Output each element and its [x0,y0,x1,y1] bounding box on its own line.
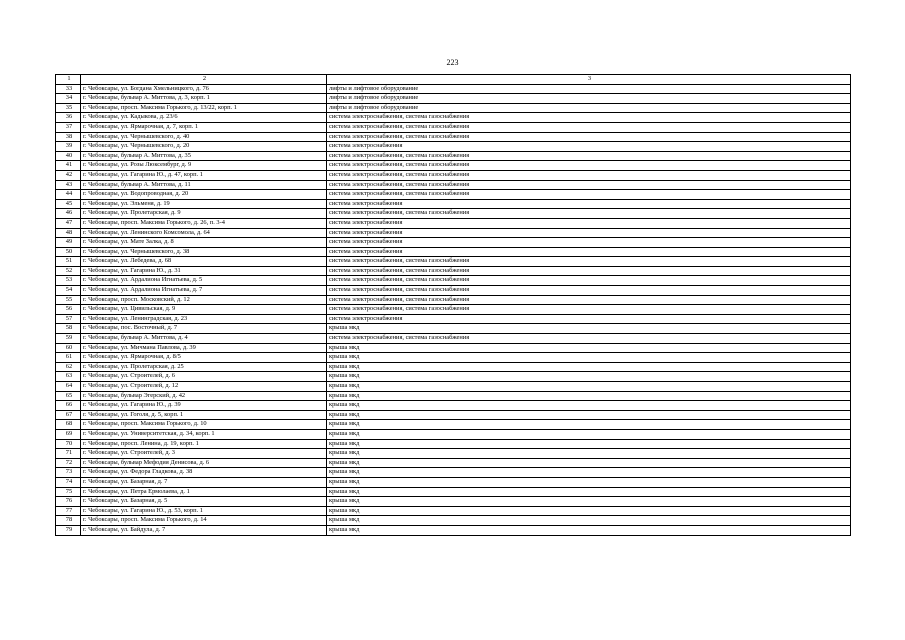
cell-number: 33 [56,84,81,94]
cell-address: г. Чебоксары, бульвар Мефодия Денисова, д. 6 [81,458,327,468]
cell-number: 50 [56,247,81,257]
cell-address: г. Чебоксары, ул. Розы Люксембург, д. 9 [81,161,327,171]
cell-work-type: крыша мкд [327,468,851,478]
cell-work-type: крыша мкд [327,362,851,372]
cell-address: г. Чебоксары, ул. Ярмарочная, д. 8/5 [81,353,327,363]
cell-address: г. Чебоксары, ул. Чернышевского, д. 20 [81,142,327,152]
cell-address: г. Чебоксары, ул. Строителей, д. 3 [81,449,327,459]
cell-address: г. Чебоксары, ул. Чернышевского, д. 40 [81,132,327,142]
cell-address: г. Чебоксары, ул. Водопроводная, д. 20 [81,190,327,200]
table-row [56,199,851,209]
cell-work-type: лифты и лифтовое оборудование [327,94,851,104]
cell-address: г. Чебоксары, ул. Гагарина Ю., д. 53, корп. 1 [81,506,327,516]
cell-work-type: крыша мкд [327,420,851,430]
cell-work-type: крыша мкд [327,429,851,439]
cell-number: 73 [56,468,81,478]
cell-number: 76 [56,497,81,507]
cell-number: 77 [56,506,81,516]
cell-address: г. Чебоксары, ул. Ленинградская, д. 23 [81,314,327,324]
cell-work-type: крыша мкд [327,372,851,382]
cell-number: 57 [56,314,81,324]
cell-number: 52 [56,266,81,276]
cell-number: 67 [56,410,81,420]
column-header-work-type: 3 [327,75,851,85]
cell-number: 53 [56,276,81,286]
cell-address: г. Чебоксары, ул. Базарная, д. 7 [81,477,327,487]
cell-work-type: система электроснабжения, система газоснабжения [327,266,851,276]
cell-number: 34 [56,94,81,104]
cell-work-type: крыша мкд [327,343,851,353]
cell-address: г. Чебоксары, ул. Базарная, д. 5 [81,497,327,507]
table-row [56,247,851,257]
cell-work-type: система электроснабжения [327,314,851,324]
cell-number: 36 [56,113,81,123]
cell-address: г. Чебоксары, ул. Университетская, д. 34, корп. 1 [81,429,327,439]
table-row [56,362,851,372]
cell-work-type: система электроснабжения, система газоснабжения [327,161,851,171]
cell-address: г. Чебоксары, ул. Строителей, д. 6 [81,372,327,382]
cell-number: 47 [56,218,81,228]
cell-address: г. Чебоксары, ул. Мичмана Павлова, д. 39 [81,343,327,353]
cell-work-type: система электроснабжения, система газоснабжения [327,113,851,123]
cell-address: г. Чебоксары, ул. Гоголя, д. 5, корп. 1 [81,410,327,420]
table-row [56,343,851,353]
cell-number: 60 [56,343,81,353]
table-row [56,113,851,123]
table-row [56,218,851,228]
cell-address: г. Чебоксары, пос. Восточный, д. 7 [81,324,327,334]
table-row [56,209,851,219]
cell-number: 79 [56,525,81,535]
cell-number: 64 [56,382,81,392]
cell-number: 78 [56,516,81,526]
table-row [56,334,851,344]
cell-number: 74 [56,477,81,487]
cell-work-type: система электроснабжения, система газоснабжения [327,286,851,296]
cell-number: 75 [56,487,81,497]
cell-number: 70 [56,439,81,449]
cell-work-type: система электроснабжения [327,247,851,257]
cell-address: г. Чебоксары, ул. Гагарина Ю., д. 39 [81,401,327,411]
table-row [56,506,851,516]
table-row [56,132,851,142]
table-row [56,94,851,104]
cell-work-type: лифты и лифтовое оборудование [327,103,851,113]
cell-address: г. Чебоксары, ул. Федора Гладкова, д. 38 [81,468,327,478]
cell-work-type: крыша мкд [327,477,851,487]
table-row [56,497,851,507]
cell-address: г. Чебоксары, бульвар А. Миттова, д. 11 [81,180,327,190]
cell-number: 39 [56,142,81,152]
table-row [56,295,851,305]
table-row [56,170,851,180]
cell-address: г. Чебоксары, ул. Ленинского Комсомола, д. 64 [81,228,327,238]
cell-work-type: крыша мкд [327,458,851,468]
table-row [56,84,851,94]
table-row [56,238,851,248]
cell-work-type: система электроснабжения [327,238,851,248]
cell-address: г. Чебоксары, ул. Ардалиона Игнатьева, д. 5 [81,276,327,286]
cell-number: 56 [56,305,81,315]
cell-address: г. Чебоксары, ул. Петра Ермолаева, д. 1 [81,487,327,497]
registry-table [55,74,851,536]
cell-address: г. Чебоксары, просп. Максима Горького, д. 10 [81,420,327,430]
table-row [56,477,851,487]
cell-work-type: система электроснабжения [327,142,851,152]
table-row [56,161,851,171]
cell-address: г. Чебоксары, просп. Максима Горького, д. 26, п. 3-4 [81,218,327,228]
cell-address: г. Чебоксары, бульвар А. Миттова, д. 35 [81,151,327,161]
cell-work-type: система электроснабжения, система газоснабжения [327,132,851,142]
cell-number: 72 [56,458,81,468]
cell-address: г. Чебоксары, просп. Ленина, д. 19, корп. 1 [81,439,327,449]
table-row [56,410,851,420]
table-row [56,468,851,478]
cell-number: 65 [56,391,81,401]
cell-work-type: система электроснабжения, система газоснабжения [327,190,851,200]
cell-number: 51 [56,257,81,267]
cell-work-type: система электроснабжения, система газоснабжения [327,295,851,305]
cell-number: 40 [56,151,81,161]
cell-number: 42 [56,170,81,180]
column-header-number: 1 [56,75,81,85]
cell-work-type: крыша мкд [327,439,851,449]
cell-address: г. Чебоксары, ул. Эльменя, д. 19 [81,199,327,209]
cell-number: 69 [56,429,81,439]
table-row [56,391,851,401]
cell-work-type: крыша мкд [327,449,851,459]
cell-address: г. Чебоксары, ул. Гагарина Ю., д. 47, корп. 1 [81,170,327,180]
column-header-address: 2 [81,75,327,85]
table-row [56,180,851,190]
cell-address: г. Чебоксары, просп. Максима Горького, д. 14 [81,516,327,526]
cell-address: г. Чебоксары, бульвар Эгерский, д. 42 [81,391,327,401]
table-body [56,84,851,535]
cell-address: г. Чебоксары, ул. Пролетарская, д. 25 [81,362,327,372]
cell-number: 68 [56,420,81,430]
cell-work-type: система электроснабжения, система газоснабжения [327,180,851,190]
cell-address: г. Чебоксары, просп. Московский, д. 12 [81,295,327,305]
table-row [56,372,851,382]
cell-work-type: крыша мкд [327,401,851,411]
cell-address: г. Чебоксары, ул. Строителей, д. 12 [81,382,327,392]
cell-number: 71 [56,449,81,459]
table-row [56,142,851,152]
table-row [56,382,851,392]
table-row [56,314,851,324]
cell-address: г. Чебоксары, бульвар А. Миттова, д. 3, корп. 1 [81,94,327,104]
cell-number: 66 [56,401,81,411]
cell-work-type: крыша мкд [327,410,851,420]
cell-number: 61 [56,353,81,363]
table-row [56,401,851,411]
cell-address: г. Чебоксары, ул. Байдула, д. 7 [81,525,327,535]
table-row [56,449,851,459]
cell-number: 48 [56,228,81,238]
cell-work-type: система электроснабжения, система газоснабжения [327,305,851,315]
cell-number: 46 [56,209,81,219]
cell-work-type: система электроснабжения, система газоснабжения [327,122,851,132]
table-row [56,439,851,449]
table-row [56,122,851,132]
cell-work-type: крыша мкд [327,324,851,334]
cell-work-type: система электроснабжения [327,218,851,228]
table-row [56,324,851,334]
cell-number: 49 [56,238,81,248]
table-row [56,103,851,113]
table-header-row [56,75,851,85]
cell-number: 38 [56,132,81,142]
cell-work-type: крыша мкд [327,516,851,526]
cell-number: 58 [56,324,81,334]
table-row [56,487,851,497]
cell-work-type: крыша мкд [327,353,851,363]
table-row [56,266,851,276]
cell-work-type: система электроснабжения, система газоснабжения [327,257,851,267]
cell-number: 45 [56,199,81,209]
table-row [56,305,851,315]
cell-address: г. Чебоксары, ул. Мате Залка, д. 8 [81,238,327,248]
table-row [56,525,851,535]
page-number: 223 [446,58,459,67]
cell-address: г. Чебоксары, ул. Гагарина Ю., д. 31 [81,266,327,276]
cell-number: 37 [56,122,81,132]
cell-work-type: крыша мкд [327,487,851,497]
cell-work-type: система электроснабжения, система газоснабжения [327,209,851,219]
cell-address: г. Чебоксары, ул. Лебедева, д. 68 [81,257,327,267]
table-row [56,429,851,439]
cell-number: 54 [56,286,81,296]
table-row [56,286,851,296]
cell-work-type: система электроснабжения, система газоснабжения [327,334,851,344]
cell-address: г. Чебоксары, ул. Ярмарочная, д. 7, корп. 1 [81,122,327,132]
cell-number: 35 [56,103,81,113]
cell-address: г. Чебоксары, ул. Пролетарская, д. 9 [81,209,327,219]
cell-work-type: крыша мкд [327,525,851,535]
table-row [56,190,851,200]
cell-work-type: система электроснабжения, система газоснабжения [327,151,851,161]
cell-number: 44 [56,190,81,200]
cell-address: г. Чебоксары, ул. Кадыкова, д. 23/6 [81,113,327,123]
cell-number: 63 [56,372,81,382]
table-row [56,257,851,267]
table-row [56,276,851,286]
cell-work-type: крыша мкд [327,382,851,392]
table-row [56,516,851,526]
cell-work-type: система электроснабжения, система газоснабжения [327,170,851,180]
cell-address: г. Чебоксары, ул. Чернышевского, д. 38 [81,247,327,257]
cell-number: 41 [56,161,81,171]
cell-address: г. Чебоксары, ул. Богдана Хмельницкого, д. 76 [81,84,327,94]
table-row [56,458,851,468]
cell-address: г. Чебоксары, просп. Максима Горького, д. 13/22, корп. 1 [81,103,327,113]
cell-address: г. Чебоксары, ул. Цивильская, д. 9 [81,305,327,315]
cell-work-type: система электроснабжения [327,199,851,209]
table-row [56,420,851,430]
cell-number: 55 [56,295,81,305]
cell-work-type: система электроснабжения, система газоснабжения [327,276,851,286]
cell-number: 43 [56,180,81,190]
table-row [56,228,851,238]
cell-address: г. Чебоксары, ул. Ардалиона Игнатьева, д. 7 [81,286,327,296]
table-row [56,151,851,161]
cell-work-type: крыша мкд [327,497,851,507]
cell-work-type: крыша мкд [327,391,851,401]
cell-work-type: крыша мкд [327,506,851,516]
cell-work-type: лифты и лифтовое оборудование [327,84,851,94]
cell-work-type: система электроснабжения [327,228,851,238]
table-row [56,353,851,363]
cell-number: 59 [56,334,81,344]
cell-address: г. Чебоксары, бульвар А. Миттова, д. 4 [81,334,327,344]
cell-number: 62 [56,362,81,372]
